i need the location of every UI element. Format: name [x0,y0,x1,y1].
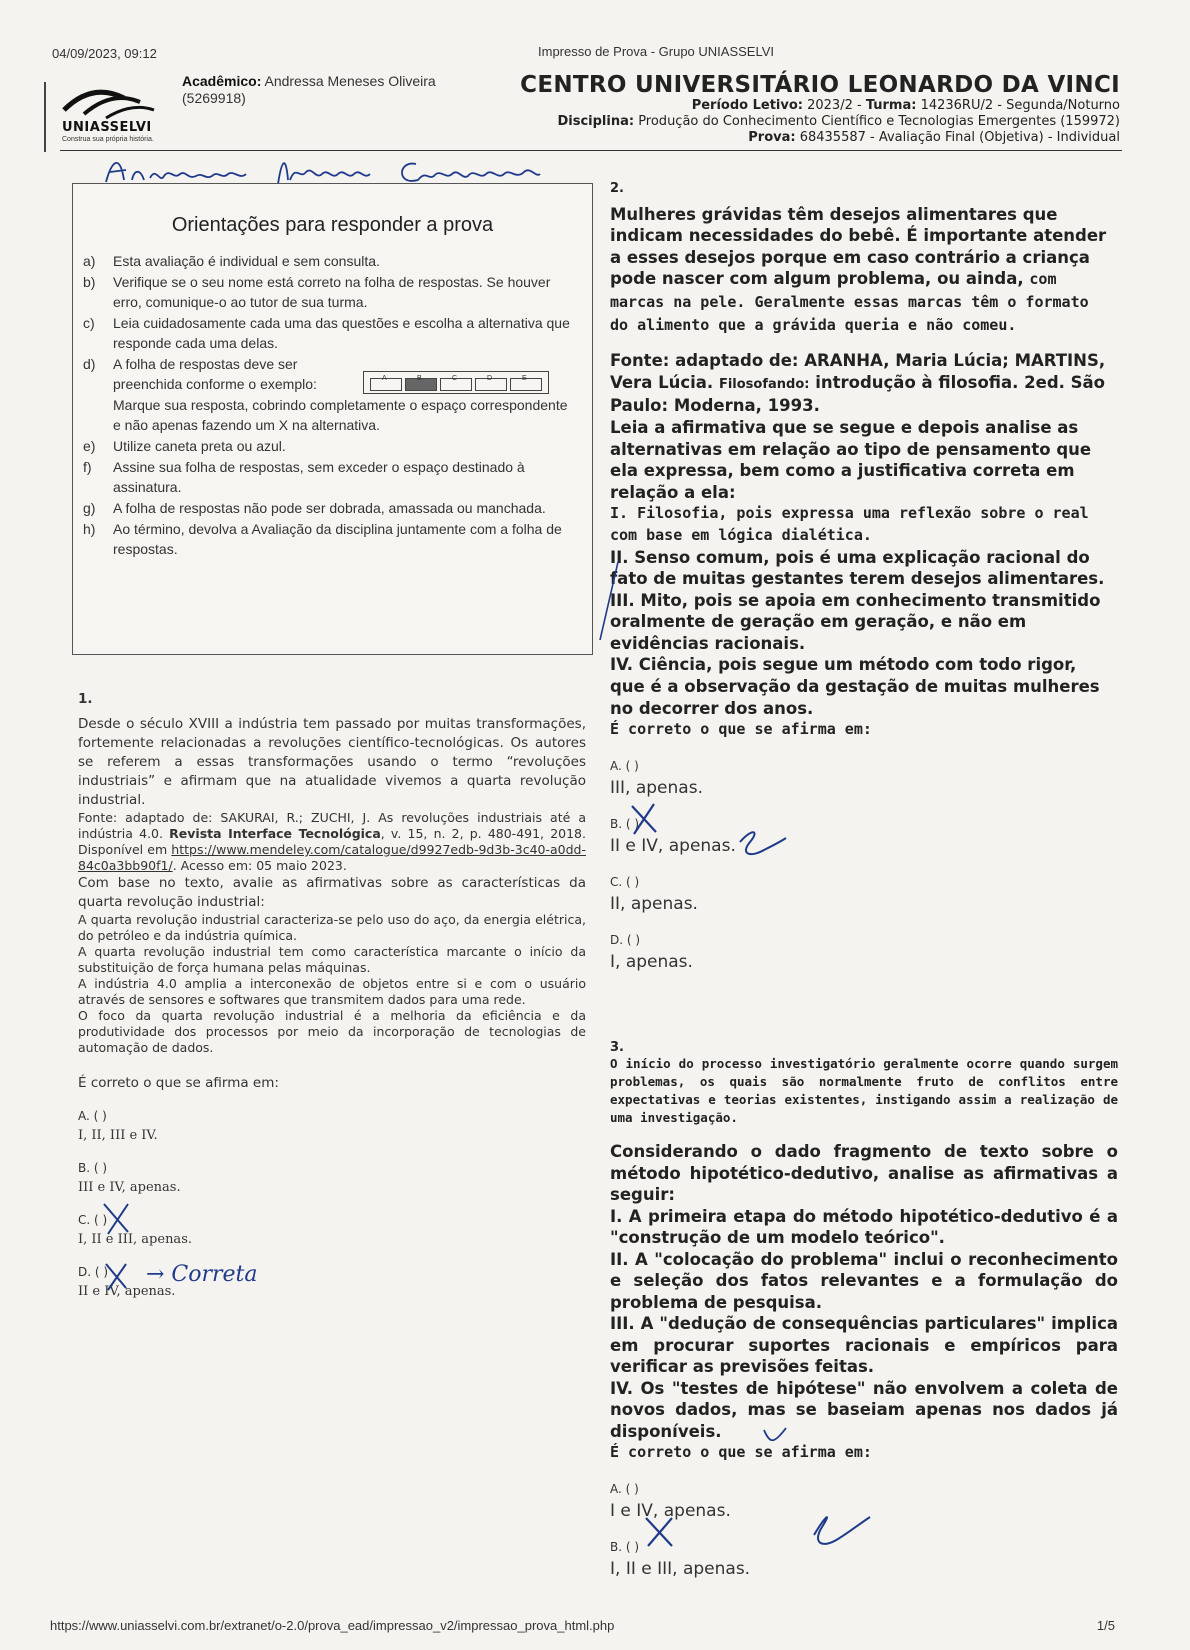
question-prompt: Com base no texto, avalie as afirmativas sobre as características da quarta revolução industrial: [78,875,586,910]
orientation-item: f) Assine sua folha de respostas, sem exceder o espaço destinado à assinatura. [83,459,525,495]
institution-title: CENTRO UNIVERSITÁRIO LEONARDO DA VINCI [520,72,1120,98]
orientations-title: Orientações para responder a prova [171,214,494,236]
question-prompt: Considerando o dado fragmento de texto sobre o método hipotético-dedutivo, analise as afirmativas a seguir: [610,1142,1118,1204]
question-number: 3. [610,1040,624,1055]
statement: O foco da quarta revolução industrial é a melhoria da eficiência e da produtividade dos processos por meio da incorporação de tecnologias de automação de dados. [78,1008,586,1055]
discipline-value: Produção do Conhecimento Científico e Tecnologias Emergentes (159972) [638,114,1120,129]
student-block [182,73,436,107]
exam-line [520,130,1120,146]
statement: IV. Os "testes de hipótese" não envolvem a coleta de novos dados, mas se baseiam apenas nos dados já disponíveis. [610,1378,1118,1441]
orientations-list [73,251,592,559]
orientation-item: c) Leia cuidadosamente cada uma das questões e escolha a alternativa que responde cada uma delas. [83,315,570,351]
statement: A quarta revolução industrial caracteriza-se pelo uso do aço, da energia elétrica, do petróleo e da indústria química. [78,912,586,943]
option-c[interactable]: C. ( ) II, apenas. [610,874,698,914]
option-b[interactable]: B. ( ) III e IV, apenas. [78,1161,181,1195]
option-b[interactable]: B. ( ) I, II e III, apenas. [610,1539,751,1579]
logo-tagline: Construa sua própria história. [62,136,154,143]
question-source: Fonte: adaptado de: ARANHA, Maria Lúcia; MARTINS, Vera Lúcia. Filosofando: introdução à filosofia. 2ed. São Paulo: Moderna, 1993. [610,351,1106,416]
question-number: 1. [78,691,93,707]
footer-url: https://www.uniasselvi.com.br/extranet/o-2.0/prova_ead/impressao_v2/impressao_prova_html.php [50,1618,615,1633]
question-ask: É correto o que se afirma em: [78,1075,279,1091]
statement: III. Mito, pois se apoia em conhecimento transmitido oralmente de geração em geração, e não em evidências racionais. [610,590,1101,653]
period-label: Período Letivo: [691,98,803,113]
orientation-item: e) Utilize caneta preta ou azul. [83,438,286,454]
discipline-label: Disciplina: [557,114,635,129]
logo-word: UNIASSELVI [62,120,152,135]
question-ask: É correto o que se afirma em: [610,1443,872,1461]
option-a[interactable]: A. ( ) III, apenas. [610,758,703,798]
handwritten-note: → Correta [146,1262,258,1287]
class-label: Turma: [865,98,917,113]
student-id: (5269918) [182,90,246,106]
orientation-item: h) Ao término, devolva a Avaliação da disciplina juntamente com a folha de respostas. [83,521,562,557]
source-link[interactable]: https://www.mendeley.com/catalogue/d9927edb-9d3b-3c40-a0dd-84c0a3bb90f1/ [78,842,586,873]
institution-block [520,72,1120,146]
option-d[interactable]: D. ( ) II e IV, apenas. [78,1265,176,1299]
period-value: 2023/2 - [807,98,862,113]
option-c[interactable]: C. ( ) I, II e III, apenas. [78,1213,192,1247]
statement: II. Senso comum, pois é uma explicação racional do fato de muitas gestantes terem desejos alimentares. [610,547,1105,589]
option-d[interactable]: D. ( ) I, apenas. [610,932,693,972]
period-line [520,98,1120,114]
logo-arcs-icon [62,80,172,122]
statement: IV. Ciência, pois segue um método com todo rigor, que é a observação da gestação de muitas mulheres no decorrer dos anos. [610,655,1100,718]
orientations-box [72,183,593,655]
question-3 [610,1040,1118,1580]
question-source: Fonte: adaptado de: SAKURAI, R.; ZUCHI, J. As revoluções industriais até a indústria 4.0. Revista Interface Tecnológica, v. 15, n. 2, p. 480-491, 2018. Disponível em https://www.mendeley.com/catalogue/d9927edb-9d3b-3c40-a0dd-84c0a3bb90f1/. Acesso em: 05 maio 2023. [78,810,586,873]
uniasselvi-logo [62,80,172,142]
option-a[interactable]: A. ( ) I e IV, apenas. [610,1481,731,1521]
orientation-item: d) A folha de respostas deve ser preenchida conforme o exemplo: A B C D E [83,354,572,394]
orientation-item: g) A folha de respostas não pode ser dobrada, amassada ou manchada. [83,500,546,516]
exam-label: Prova: [748,130,796,145]
option-b[interactable]: B. ( ) II e IV, apenas. [610,816,736,856]
question-intro: Mulheres grávidas têm desejos alimentares que indicam necessidades do bebê. É importante atender a esses desejos porque em caso contrário a criança pode nascer com algum problema, ou ainda, com marcas na pele. Geralmente essas marcas têm o formato do alimento que a grávida queria e não comeu. [610,204,1107,334]
student-name: Andressa Meneses Oliveira [264,73,436,89]
statement: II. A "colocação do problema" inclui o reconhecimento e seleção dos fatos relevantes e a formulação do problema de pesquisa. [610,1249,1118,1312]
question-intro: Desde o século XVIII a indústria tem passado por muitas transformações, fortemente relacionadas a revoluções científico-tecnológicas. Os autores se referem a essas transformações usando o termo “revoluções industriais” e afirmam que na atualidade vivemos a quarta revolução industrial. [78,716,586,808]
class-value: 14236RU/2 - Segunda/Noturno [920,98,1120,113]
print-label: Impresso de Prova - Grupo UNIASSELVI [538,44,775,59]
statement: A indústria 4.0 amplia a interconexão de objetos entre si e com o usuário através de sensores e softwares que transmitem dados para uma rede. [78,976,586,1007]
print-datetime: 04/09/2023, 09:12 [52,46,157,61]
exam-value: 68435587 - Avaliação Final (Objetiva) - Individual [799,130,1120,145]
scan-margin-line [44,82,46,152]
statement: III. A "dedução de consequências particulares" implica em procurar suportes racionais e empíricos para verificar as previsões feitas. [610,1314,1118,1376]
orientation-item: a) Esta avaliação é individual e sem consulta. [83,253,380,269]
statement: I. A primeira etapa do método hipotético-dedutivo é a "construção de um modelo teórico". [610,1206,1118,1247]
orientation-item: Marque sua resposta, cobrindo completamente o espaço correspondente e não apenas fazendo um X na alternativa. [113,397,568,433]
header-rule [60,150,1122,151]
statement: I. Filosofia, pois expressa uma reflexão sobre o real com base em lógica dialética. [610,504,1089,544]
question-1 [78,690,586,1301]
statement: A quarta revolução industrial tem como característica marcante o início da substituição de força humana pelas máquinas. [78,944,586,975]
discipline-line [520,114,1120,130]
question-2 [610,178,1112,973]
option-a[interactable]: A. ( ) I, II, III e IV. [78,1109,158,1143]
question-prompt: Leia a afirmativa que se segue e depois analise as alternativas em relação ao tipo de pensamento que ela expressa, bem como a justificativa correta em relação a ela: [610,417,1092,502]
question-number: 2. [610,181,624,196]
answer-sample-grid: A B C D E [363,371,549,394]
student-label: Acadêmico: [182,73,262,89]
question-intro: O início do processo investigatório geralmente ocorre quando surgem problemas, os quais são normalmente fruto de conflitos entre expectativas e teorias existentes, instigando assim a realização de uma investigação. [610,1056,1118,1125]
orientation-item: b) Verifique se o seu nome está correto na folha de respostas. Se houver erro, comunique-o ao tutor de sua turma. [83,274,551,310]
page-number: 1/5 [1096,1618,1115,1633]
question-ask: É correto o que se afirma em: [610,720,872,739]
